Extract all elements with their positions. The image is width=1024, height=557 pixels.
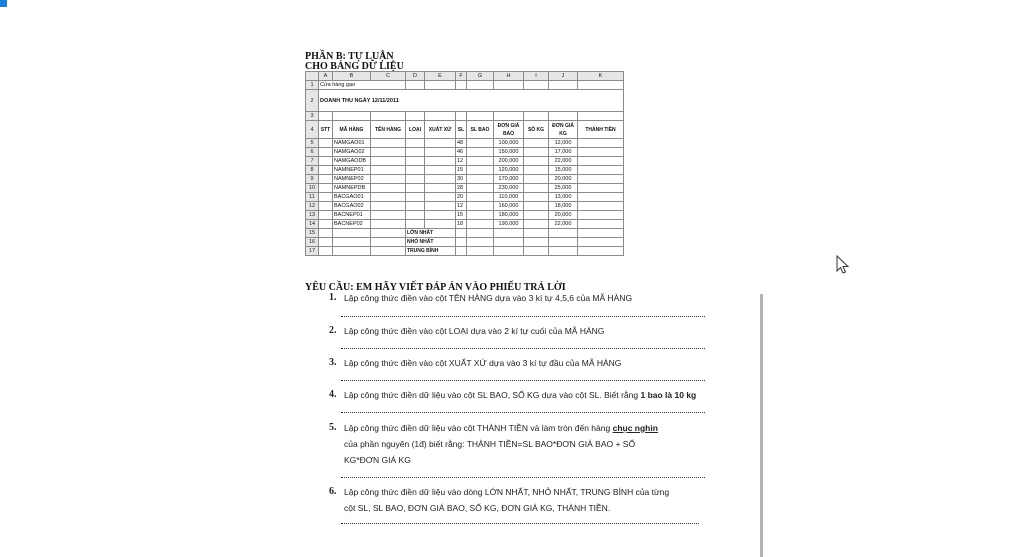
question-6 [329, 484, 709, 518]
code-cell: BACNEP01 [333, 211, 371, 220]
column-letter: H [494, 72, 524, 81]
row-number: 17 [306, 247, 319, 256]
header-sl-bao: SL BAO [467, 121, 494, 139]
question-emphasis: 1 bao là 10 kg [640, 390, 697, 400]
type-cell [406, 184, 425, 193]
code-cell: NAMGAO02 [333, 148, 371, 157]
sl-bao-cell [467, 157, 494, 166]
total-cell [578, 148, 624, 157]
name-cell [371, 202, 406, 211]
sl-cell: 20 [456, 193, 467, 202]
kg-cell [524, 220, 549, 229]
unit-kg-cell: 22,000 [549, 220, 578, 229]
question-text: Lập công thức điền vào cột XUẤT XỨ dựa vào 3 kí tự đầu của MÃ HÀNG [344, 358, 622, 368]
total-cell [578, 139, 624, 148]
question-number: 3. [329, 357, 337, 368]
header-xuat-xu: XUẤT XỨ [425, 121, 456, 139]
sheet-row [306, 90, 624, 112]
header-ten-hang: TÊN HÀNG [371, 121, 406, 139]
answer-line [341, 412, 705, 413]
question-text-line2: cột SL, SL BAO, ĐƠN GIÁ BAO, SỐ KG, ĐƠN GIÁ KG, THÀNH TIỀN. [344, 503, 611, 513]
answer-line [341, 477, 705, 478]
kg-cell [524, 193, 549, 202]
total-cell [578, 166, 624, 175]
unit-bag-cell: 170,000 [494, 175, 524, 184]
kg-cell [524, 175, 549, 184]
answer-line [341, 316, 705, 317]
name-cell [371, 166, 406, 175]
stat-row [306, 247, 624, 256]
origin-cell [425, 193, 456, 202]
header-sl: SL [456, 121, 467, 139]
column-letter: B [333, 72, 371, 81]
mouse-cursor-icon [836, 255, 850, 275]
vertical-scrollbar[interactable] [760, 294, 763, 557]
code-cell: NAMGAO01 [333, 139, 371, 148]
spreadsheet-table [305, 71, 624, 256]
origin-cell [425, 184, 456, 193]
corner-accent [0, 0, 7, 7]
row-number: 5 [306, 139, 319, 148]
table-header-row [306, 121, 624, 139]
sl-bao-cell [467, 202, 494, 211]
question-number: 4. [329, 389, 337, 400]
unit-kg-cell: 22,000 [549, 157, 578, 166]
table-row [306, 184, 624, 193]
column-letter: I [524, 72, 549, 81]
header-ma-hang: MÃ HÀNG [333, 121, 371, 139]
question-text: Lập công thức điền dữ liệu vào cột SL BAO, SỐ KG dựa vào cột SL. Biết rằng [344, 390, 639, 400]
unit-bag-cell: 190,000 [494, 220, 524, 229]
origin-cell [425, 166, 456, 175]
question-3 [329, 355, 709, 375]
part-subtitle: CHO BẢNG DỮ LIỆU [305, 61, 404, 72]
origin-cell [425, 211, 456, 220]
unit-kg-cell: 17,000 [549, 148, 578, 157]
stt-cell [319, 139, 333, 148]
origin-cell [425, 220, 456, 229]
name-cell [371, 211, 406, 220]
type-cell [406, 157, 425, 166]
kg-cell [524, 202, 549, 211]
sheet-row [306, 81, 624, 90]
question-text: Lập công thức điền vào cột LOẠI dựa vào 2 kí tự cuối của MÃ HÀNG [344, 326, 605, 336]
sl-cell: 15 [456, 211, 467, 220]
question-number: 5. [329, 422, 337, 433]
stt-cell [319, 193, 333, 202]
question-text-line3: KG*ĐƠN GIÁ KG [344, 455, 411, 465]
sl-cell: 12 [456, 157, 467, 166]
unit-bag-cell: 160,000 [494, 202, 524, 211]
kg-cell [524, 139, 549, 148]
question-text-line2: của phần nguyên (1đ) biết rằng: THÀNH TIỀN=SL BAO*ĐƠN GIÁ BAO + SỐ [344, 439, 636, 449]
unit-kg-cell: 15,000 [549, 166, 578, 175]
code-cell: NAMGAODB [333, 157, 371, 166]
header-so-kg: SỐ KG [524, 121, 549, 139]
stt-cell [319, 211, 333, 220]
total-cell [578, 202, 624, 211]
type-cell [406, 220, 425, 229]
total-cell [578, 211, 624, 220]
question-number: 6. [329, 486, 337, 497]
table-row [306, 166, 624, 175]
table-row [306, 139, 624, 148]
row-number: 11 [306, 193, 319, 202]
row-number: 15 [306, 229, 319, 238]
table-row [306, 220, 624, 229]
row-number: 9 [306, 175, 319, 184]
header-thanh-tien: THÀNH TIỀN [578, 121, 624, 139]
kg-cell [524, 157, 549, 166]
code-cell: BACGAO01 [333, 193, 371, 202]
total-cell [578, 193, 624, 202]
unit-kg-cell: 20,000 [549, 175, 578, 184]
type-cell [406, 148, 425, 157]
stat-label-min: NHỎ NHẤT [406, 238, 456, 247]
sl-bao-cell [467, 220, 494, 229]
column-letter: J [549, 72, 578, 81]
answer-line [341, 523, 699, 524]
unit-bag-cell: 120,000 [494, 166, 524, 175]
type-cell [406, 202, 425, 211]
name-cell [371, 184, 406, 193]
question-1 [329, 290, 709, 310]
unit-kg-cell: 12,000 [549, 139, 578, 148]
row-number: 12 [306, 202, 319, 211]
part-title: PHẦN B: TỰ LUẬN [305, 51, 394, 62]
sl-bao-cell [467, 175, 494, 184]
unit-bag-cell: 110,000 [494, 193, 524, 202]
answer-line [341, 348, 705, 349]
origin-cell [425, 148, 456, 157]
type-cell [406, 193, 425, 202]
code-cell: NAMNEP01 [333, 166, 371, 175]
row-number: 10 [306, 184, 319, 193]
row-number: 4 [306, 121, 319, 139]
name-cell [371, 193, 406, 202]
sl-bao-cell [467, 211, 494, 220]
name-cell [371, 157, 406, 166]
sl-bao-cell [467, 166, 494, 175]
question-5 [329, 420, 709, 472]
row-number: 8 [306, 166, 319, 175]
stt-cell [319, 148, 333, 157]
question-2 [329, 323, 709, 343]
sl-bao-cell [467, 139, 494, 148]
row-number: 6 [306, 148, 319, 157]
name-cell [371, 139, 406, 148]
column-letter: C [371, 72, 406, 81]
sl-cell: 30 [456, 175, 467, 184]
sl-bao-cell [467, 148, 494, 157]
sl-cell: 48 [456, 139, 467, 148]
stt-cell [319, 220, 333, 229]
sl-cell: 28 [456, 184, 467, 193]
sl-cell: 46 [456, 148, 467, 157]
total-cell [578, 184, 624, 193]
column-letter: G [467, 72, 494, 81]
name-cell [371, 148, 406, 157]
row-number: 14 [306, 220, 319, 229]
question-text: Lập công thức điền dữ liệu vào cột THÀNH TIỀN và làm tròn đến hàng [344, 423, 611, 433]
table-row [306, 211, 624, 220]
sl-bao-cell [467, 193, 494, 202]
type-cell [406, 139, 425, 148]
kg-cell [524, 184, 549, 193]
origin-cell [425, 202, 456, 211]
name-cell [371, 220, 406, 229]
question-text: Lập công thức điền dữ liệu vào dòng LỚN NHẤT, NHỎ NHẤT, TRUNG BÌNH của từng [344, 487, 670, 497]
stat-row [306, 229, 624, 238]
row-number: 1 [306, 81, 319, 90]
sl-cell: 18 [456, 220, 467, 229]
code-cell: BACNEP02 [333, 220, 371, 229]
code-cell: NAMNEPDB [333, 184, 371, 193]
sheet-row [306, 112, 624, 121]
kg-cell [524, 148, 549, 157]
stt-cell [319, 166, 333, 175]
column-header-row [306, 72, 624, 81]
column-letter: A [319, 72, 333, 81]
stt-cell [319, 175, 333, 184]
table-row [306, 202, 624, 211]
total-cell [578, 175, 624, 184]
sheet-title: DOANH THU NGÀY 12/11/2011 [319, 90, 624, 112]
unit-bag-cell: 100,000 [494, 139, 524, 148]
table-row [306, 157, 624, 166]
question-emphasis: chục nghìn [612, 423, 658, 433]
unit-bag-cell: 180,000 [494, 211, 524, 220]
origin-cell [425, 157, 456, 166]
spreadsheet-image [305, 71, 623, 259]
header-don-gia-kg: ĐƠN GIÁ KG [549, 121, 578, 139]
stt-cell [319, 184, 333, 193]
stat-label-average: TRUNG BÌNH [406, 247, 456, 256]
requirements-title: YÊU CẦU: EM HÃY VIẾT ĐÁP ÁN VÀO PHIẾU TRẢ LỜI [305, 282, 566, 293]
unit-bag-cell: 200,000 [494, 157, 524, 166]
sl-bao-cell [467, 184, 494, 193]
table-row [306, 175, 624, 184]
sl-cell: 15 [456, 166, 467, 175]
row-number: 7 [306, 157, 319, 166]
stat-label-max: LỚN NHẤT [406, 229, 456, 238]
code-cell: BACGAO02 [333, 202, 371, 211]
stt-cell [319, 202, 333, 211]
type-cell [406, 211, 425, 220]
row-number: 2 [306, 90, 319, 112]
row-number: 13 [306, 211, 319, 220]
stat-row [306, 238, 624, 247]
unit-bag-cell: 230,000 [494, 184, 524, 193]
type-cell [406, 175, 425, 184]
name-cell [371, 175, 406, 184]
total-cell [578, 220, 624, 229]
column-letter: K [578, 72, 624, 81]
question-number: 1. [329, 292, 337, 303]
kg-cell [524, 166, 549, 175]
unit-kg-cell: 20,000 [549, 211, 578, 220]
header-stt: STT [319, 121, 333, 139]
origin-cell [425, 139, 456, 148]
column-letter: D [406, 72, 425, 81]
row-number: 16 [306, 238, 319, 247]
column-letter: E [425, 72, 456, 81]
unit-kg-cell: 25,000 [549, 184, 578, 193]
sl-cell: 12 [456, 202, 467, 211]
corner-cell [306, 72, 319, 81]
table-row [306, 148, 624, 157]
stt-cell [319, 157, 333, 166]
column-letter: F [456, 72, 467, 81]
header-loai: LOẠI [406, 121, 425, 139]
unit-bag-cell: 150,000 [494, 148, 524, 157]
row-number: 3 [306, 112, 319, 121]
code-cell: NAMNEP02 [333, 175, 371, 184]
answer-line [341, 380, 705, 381]
type-cell [406, 166, 425, 175]
kg-cell [524, 211, 549, 220]
table-row [306, 193, 624, 202]
question-4 [329, 387, 709, 407]
unit-kg-cell: 18,000 [549, 202, 578, 211]
question-text: Lập công thức điền vào cột TÊN HÀNG dựa vào 3 kí tự 4,5,6 của MÃ HÀNG [344, 293, 633, 303]
question-number: 2. [329, 325, 337, 336]
origin-cell [425, 175, 456, 184]
unit-kg-cell: 13,000 [549, 193, 578, 202]
header-don-gia-bao: ĐƠN GIÁ BAO [494, 121, 524, 139]
store-name-cell: Cửa hàng gạo [319, 81, 406, 90]
total-cell [578, 157, 624, 166]
